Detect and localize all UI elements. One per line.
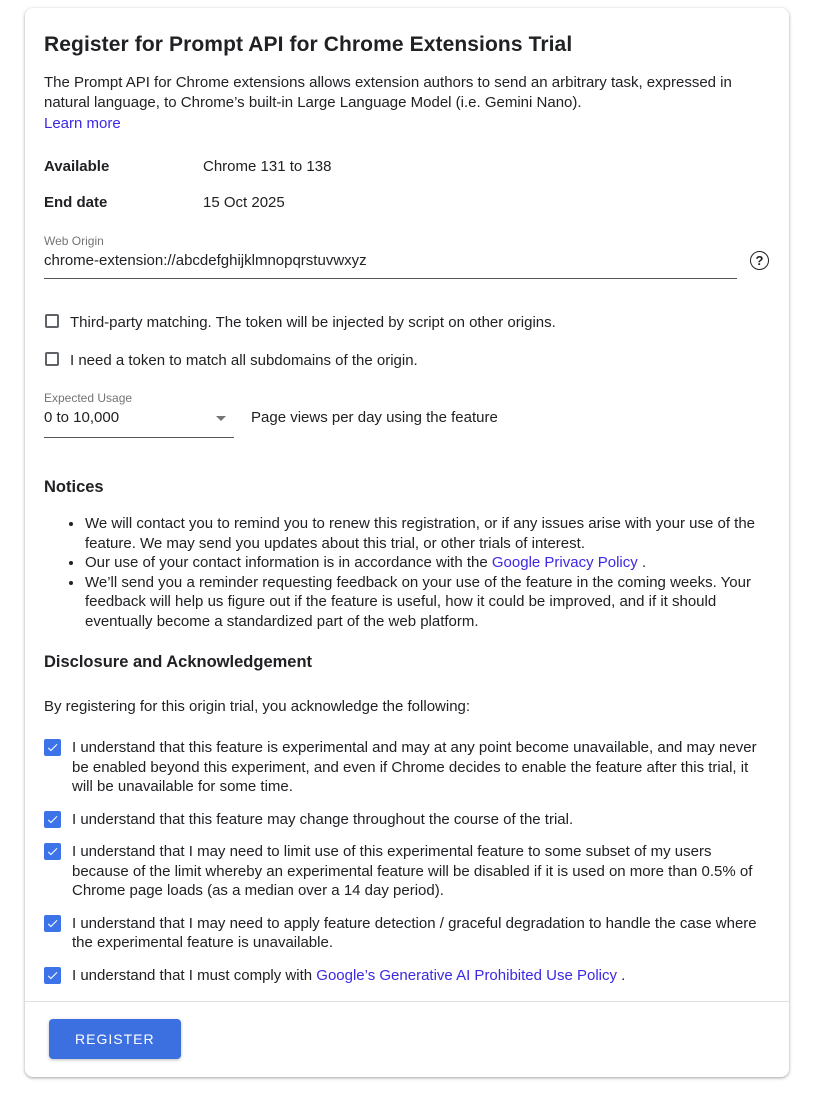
expected-usage-value-row: [44, 409, 234, 427]
notice-text: We will contact you to remind you to renew this registration, or if any issues arise with your use of the feature. We may send you updates about this trial, or other trials of interest.: [85, 515, 756, 552]
ack-text: I understand that I must comply with: [72, 966, 317, 984]
disclosure-heading: Disclosure and Acknowledgement: [44, 653, 313, 671]
google-privacy-policy-link[interactable]: Google Privacy Policy: [491, 554, 638, 571]
notice-item: [84, 553, 769, 573]
web-origin-label: Web Origin: [44, 234, 104, 248]
available-row: [44, 157, 769, 176]
disclosure-intro: By registering for this origin trial, you acknowledge the following:: [44, 698, 471, 715]
ack-text: .: [617, 966, 626, 984]
notice-item: [84, 514, 769, 553]
checkbox-unchecked-icon[interactable]: [45, 352, 59, 366]
trial-details: [44, 157, 769, 212]
ack-limit-use-option[interactable]: [44, 842, 769, 901]
match-subdomains-label: I need a token to match all subdomains of the origin.: [70, 352, 418, 369]
ack-may-change-option[interactable]: [44, 810, 769, 830]
card-content: [25, 8, 789, 985]
notice-text: .: [637, 554, 647, 571]
third-party-matching-label: Third-party matching. The token will be injected by script on other origins.: [70, 314, 556, 331]
page-title: Register for Prompt API for Chrome Extensions Trial: [44, 33, 573, 56]
checkbox-checked-icon[interactable]: [44, 967, 61, 984]
match-subdomains-option[interactable]: [44, 351, 769, 370]
ack-label: I understand that this feature is experimental and may at any point become unavailable, and may never be enabled beyond this experiment, and even if Chrome decides to enable the feature after this trial, it will be unavailable for some time.: [72, 739, 757, 795]
web-origin-input[interactable]: [44, 252, 737, 279]
trial-description: The Prompt API for Chrome extensions allows extension authors to send an arbitrary task, expressed in natural language, to Chrome’s built-in Large Language Model (i.e. Gemini Nano).: [44, 74, 732, 111]
notice-text: Our use of your contact information is in accordance with the: [85, 554, 492, 571]
third-party-matching-option[interactable]: [44, 313, 769, 332]
notices-heading: Notices: [44, 478, 104, 496]
checkbox-checked-icon[interactable]: [44, 915, 61, 932]
ack-label: I understand that I may need to apply feature detection / graceful degradation to handle the case where the experimental feature is unavailable.: [72, 914, 757, 951]
web-origin-field: [44, 234, 769, 279]
expected-usage-section: [44, 391, 769, 438]
expected-usage-suffix: Page views per day using the feature: [251, 409, 498, 426]
notices-list: [44, 514, 769, 631]
end-date-label: End date: [44, 194, 108, 211]
token-options: [44, 313, 769, 370]
ack-experimental-option[interactable]: [44, 738, 769, 797]
web-origin-row: [44, 252, 769, 279]
ack-feature-detection-option[interactable]: [44, 914, 769, 953]
acknowledgement-list: [44, 738, 769, 985]
checkbox-unchecked-icon[interactable]: [45, 314, 59, 328]
expected-usage-value: 0 to 10,000: [44, 409, 120, 426]
available-value: Chrome 131 to 138: [203, 158, 332, 175]
end-date-row: [44, 193, 769, 212]
ack-label: I understand that this feature may change throughout the course of the trial.: [72, 810, 574, 828]
end-date-value: 15 Oct 2025: [203, 194, 285, 211]
ack-label: [72, 966, 625, 986]
card-footer: [25, 1001, 789, 1077]
checkbox-checked-icon[interactable]: [44, 811, 61, 828]
available-label: Available: [44, 158, 110, 175]
dropdown-arrow-icon: [216, 416, 226, 421]
checkbox-checked-icon[interactable]: [44, 739, 61, 756]
generative-ai-policy-link[interactable]: Google’s Generative AI Prohibited Use Policy: [316, 966, 617, 984]
learn-more-link[interactable]: Learn more: [44, 115, 121, 132]
checkbox-checked-icon[interactable]: [44, 843, 61, 860]
help-icon[interactable]: ?: [750, 251, 769, 270]
register-button[interactable]: REGISTER: [49, 1019, 181, 1059]
expected-usage-label: Expected Usage: [44, 391, 133, 405]
registration-card: [25, 8, 789, 1077]
notice-item: [84, 573, 769, 632]
expected-usage-select[interactable]: [44, 391, 234, 438]
ack-prohibited-use-option[interactable]: [44, 966, 769, 986]
ack-label: I understand that I may need to limit use of this experimental feature to some subset of my users because of the limit whereby an experimental feature will be disabled if it is used on more than 0.5% of Chrome page loads (as a median over a 14 day period).: [72, 843, 753, 899]
notice-text: We’ll send you a reminder requesting feedback on your use of the feature in the coming weeks. Your feedback will help us figure out if the feature is useful, how it could be improved, and if it should eventually become a standardized part of the web platform.: [85, 573, 751, 630]
